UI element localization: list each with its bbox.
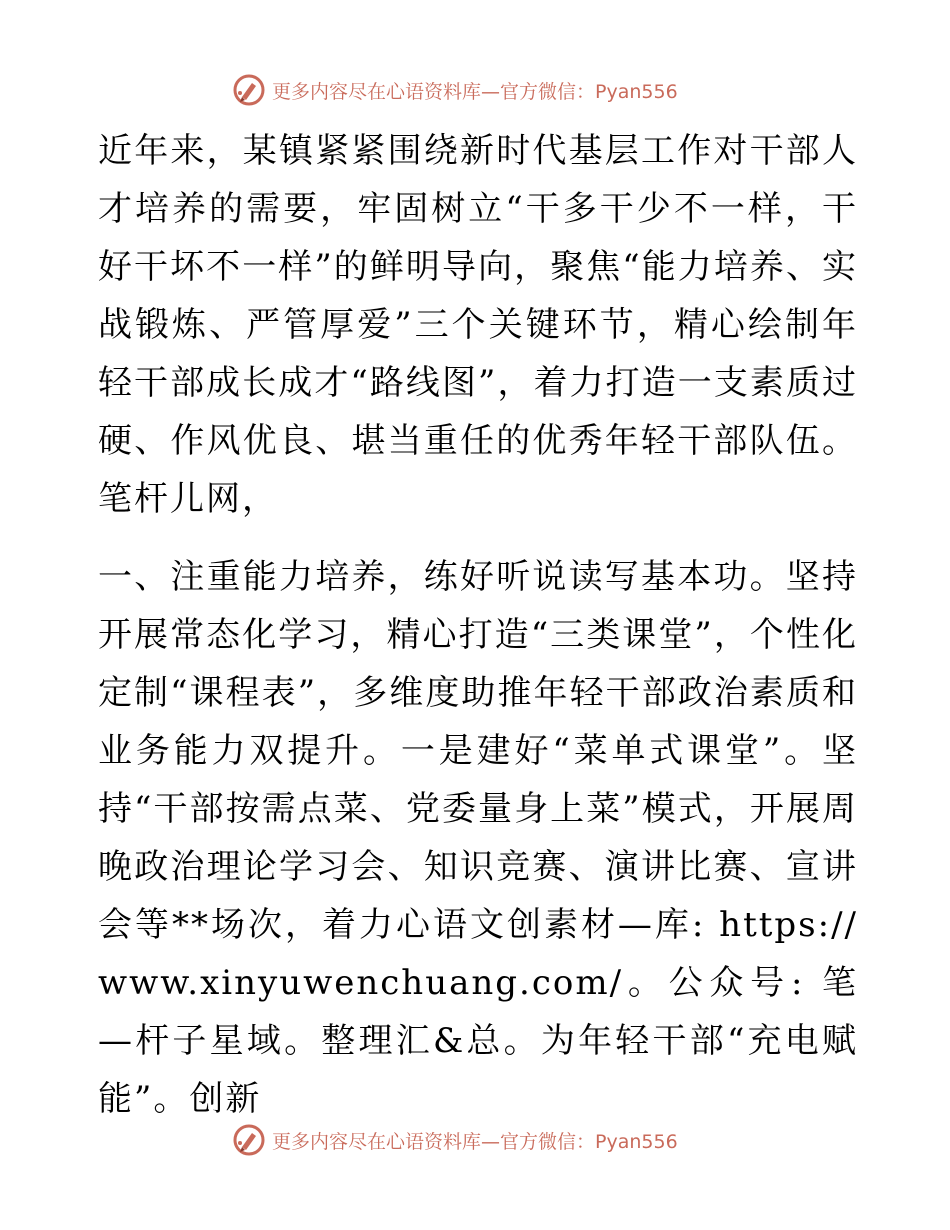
pen-circle-logo-icon [232,73,266,107]
footer-watermark [232,1122,678,1158]
watermark-text: 更多内容尽在心语资料库—官方微信：Pyan556 [272,1130,678,1153]
header-watermark [232,72,678,108]
watermark-text: 更多内容尽在心语资料库—官方微信：Pyan556 [272,80,678,103]
document-body [98,122,858,1128]
paragraph-intro: 近年来，某镇紧紧围绕新时代基层工作对干部人才培养的需要，牢固树立“干多干少不一样，干好干坏不一样”的鲜明导向，聚焦“能力培养、实战锻炼、严管厚爱”三个关键环节，精心绘制年轻干部成长成才“路线图”，着力打造一支素质过硬、作风优良、堪当重任的优秀年轻干部队伍。笔杆儿网， [98,131,858,519]
pen-circle-logo-icon [232,1123,266,1157]
paragraph-section-one: 一、注重能力培养，练好听说读写基本功。坚持开展常态化学习，精心打造“三类课堂”，个性化定制“课程表”，多维度助推年轻干部政治素质和业务能力双提升。一是建好“菜单式课堂”。坚持“干部按需点菜、党委量身上菜”模式，开展周晚政治理论学习会、知识竞赛、演讲比赛、宣讲会等**场次，着力心语文创素材—库: https:// www.xinyuwenchuang.com/。公众号: 笔—杆子星域。整理汇&总。为年轻干部“充电赋能”。创新 [98,557,858,1119]
